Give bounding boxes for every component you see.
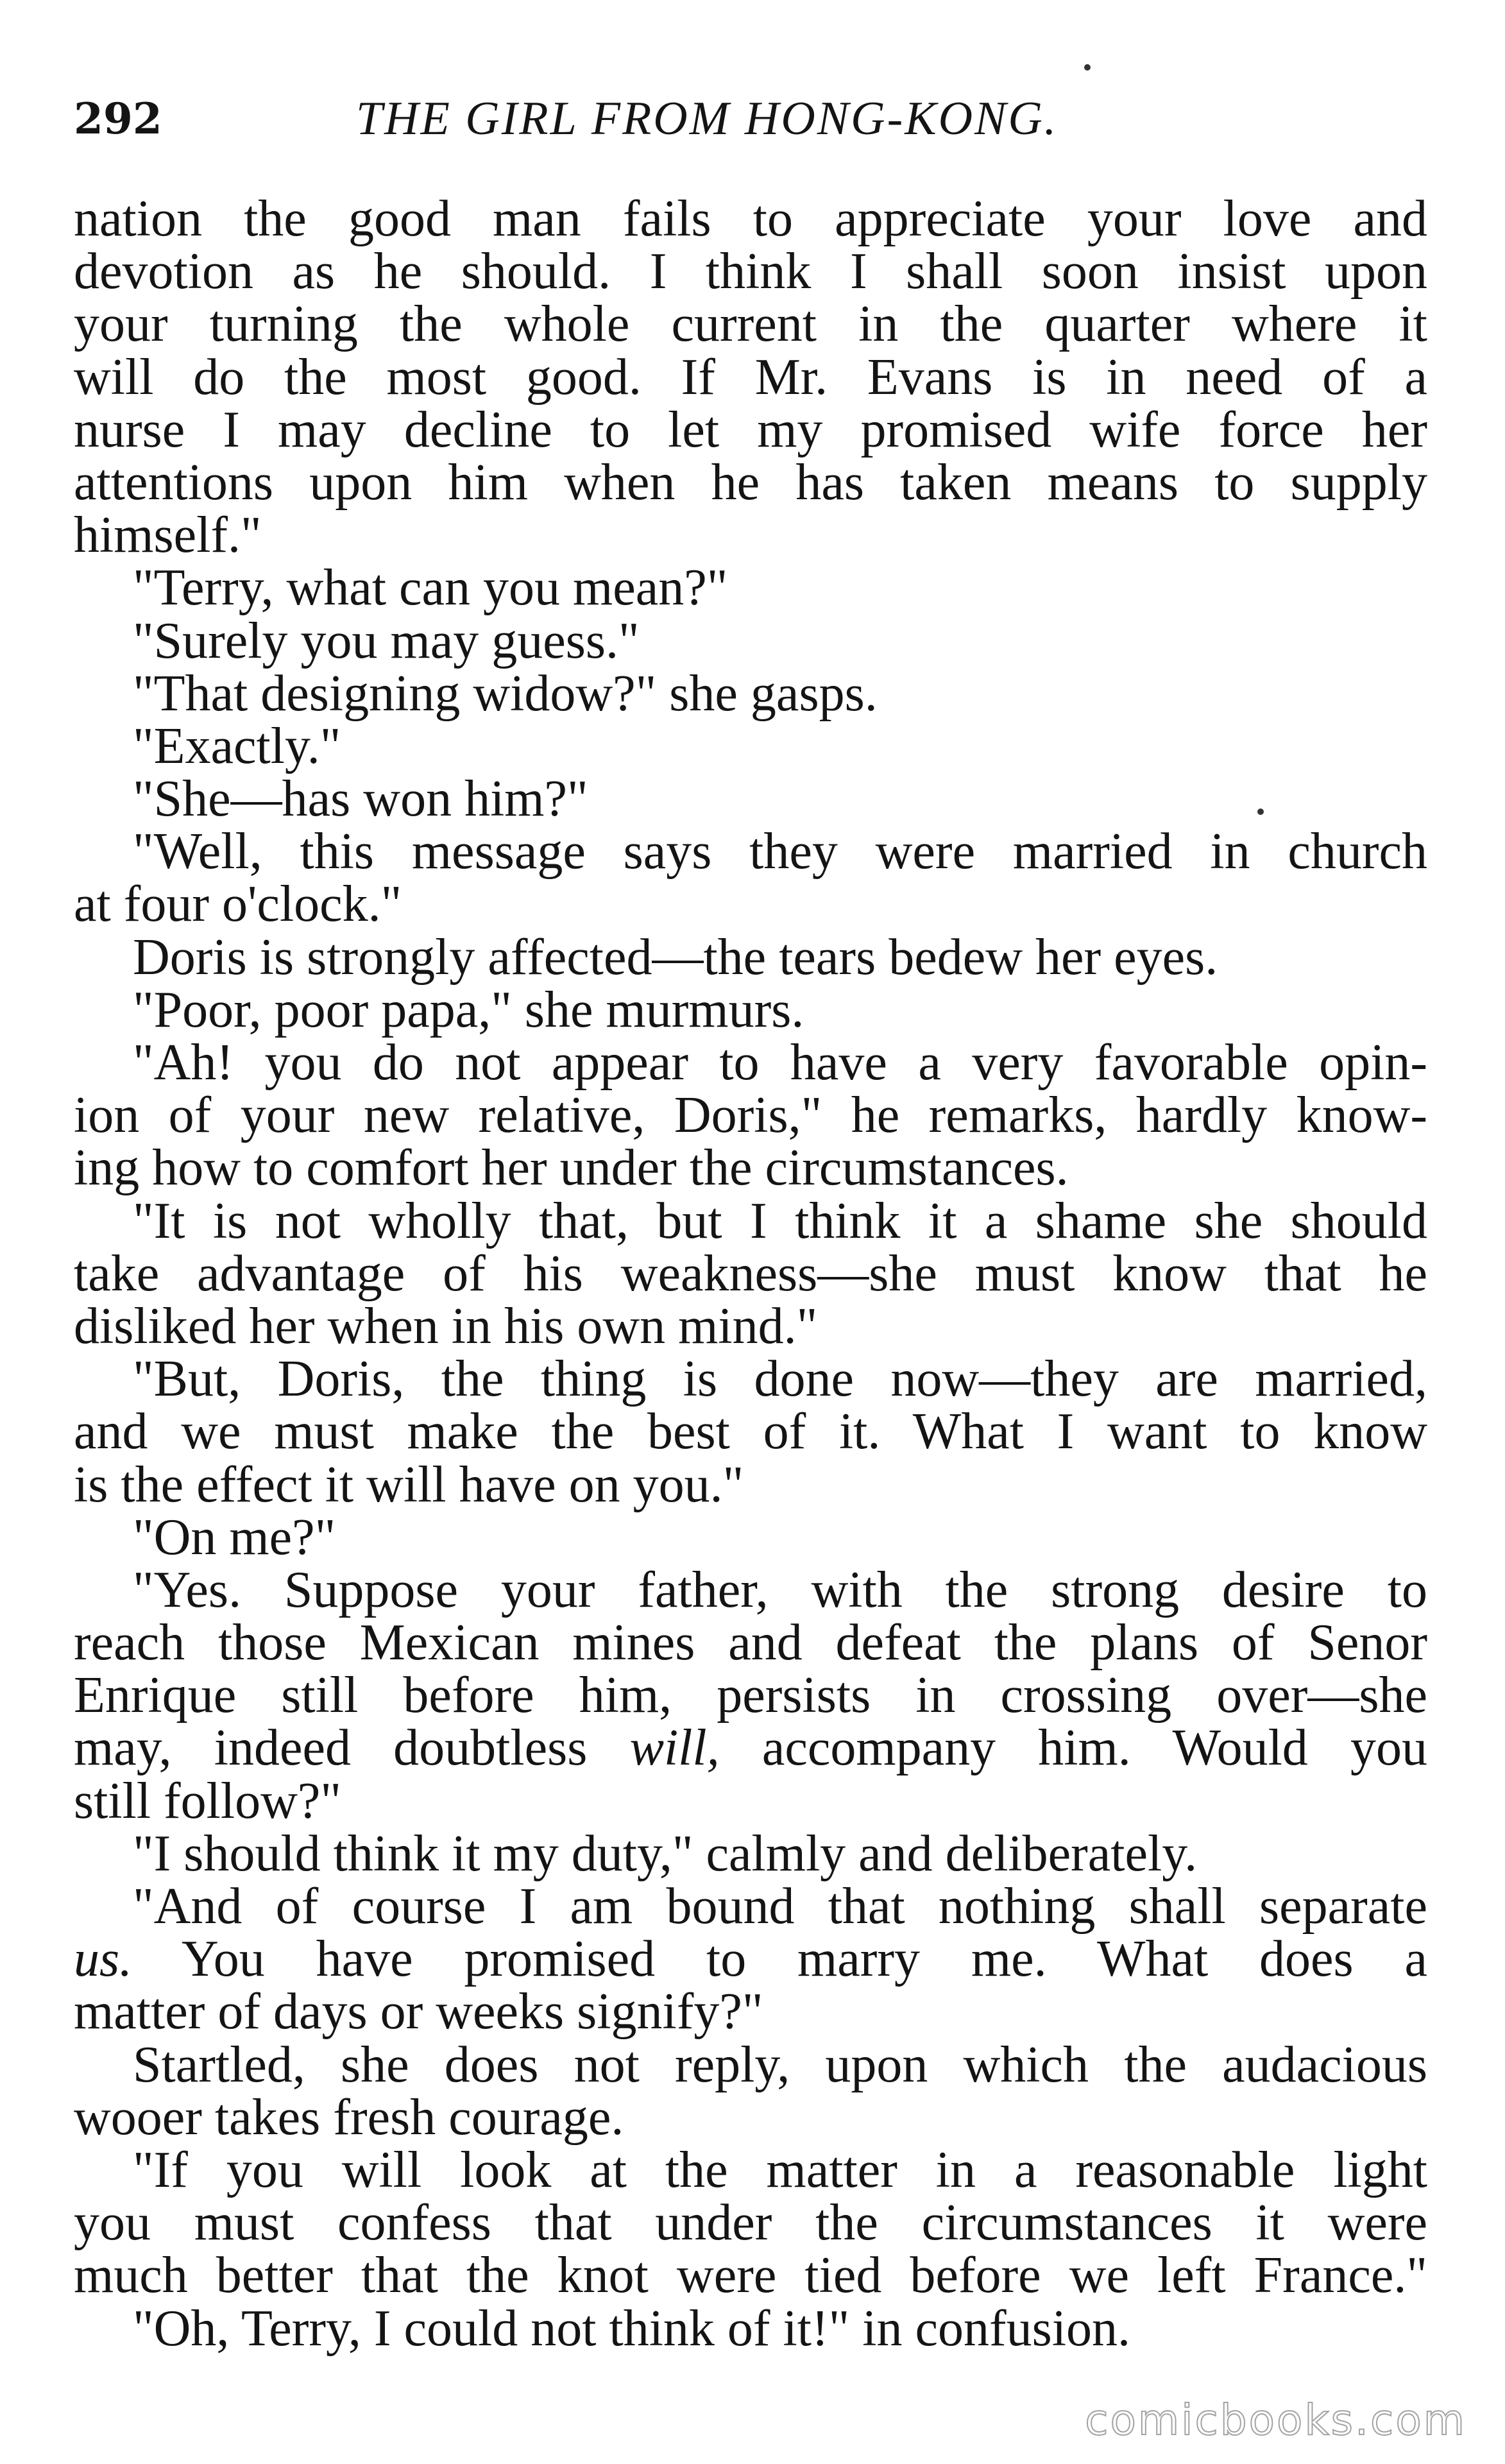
- text-line: "Surely you may guess.": [133, 612, 640, 669]
- running-title: THE GIRL FROM HONG-KONG.: [356, 92, 1059, 145]
- text-line: "She—has won him?": [133, 771, 588, 828]
- text-line: much better that the knot were tied before we left France.": [74, 2247, 1427, 2304]
- watermark: comicbooks.com: [1085, 2395, 1467, 2445]
- text-line: "Exactly.": [133, 717, 341, 774]
- text-line: and we must make the best of it. What I want to know: [74, 1403, 1427, 1460]
- text-line: nurse I may decline to let my promised wife force her: [74, 401, 1427, 458]
- text-line: "Oh, Terry, I could not think of it!" in confusion.: [133, 2300, 1131, 2357]
- text-line: still follow?": [74, 1772, 342, 1829]
- text-line: Doris is strongly affected—the tears bedew her eyes.: [133, 928, 1218, 986]
- scan-speck: [1257, 809, 1264, 815]
- text-line: "If you will look at the matter in a reasonable light: [133, 2141, 1427, 2198]
- text-line: ion of your new relative, Doris," he remarks, hardly know-: [74, 1087, 1427, 1144]
- text-line: you must confess that under the circumstances it were: [74, 2194, 1427, 2252]
- text-line: "It is not wholly that, but I think it a shame she should: [133, 1192, 1427, 1249]
- text-line: devotion as he should. I think I shall soon insist upon: [74, 243, 1427, 300]
- text-line: attentions upon him when he has taken means to supply: [74, 454, 1427, 511]
- text-line: nation the good man fails to appreciate your love and: [74, 191, 1427, 247]
- text-line: "Yes. Suppose your father, with the strong desire to: [133, 1561, 1427, 1618]
- text-line: "On me?": [133, 1509, 336, 1566]
- text-line: "Terry, what can you mean?": [133, 560, 728, 617]
- scan-speck: [1084, 64, 1091, 71]
- text-line: Startled, she does not reply, upon which the audacious: [133, 2036, 1427, 2093]
- text-line: "I should think it my duty," calmly and deliberately.: [133, 1825, 1198, 1882]
- text-line: reach those Mexican mines and defeat the plans of Senor: [74, 1614, 1427, 1672]
- text-line: "Ah! you do not appear to have a very favorable opin-: [133, 1034, 1427, 1091]
- text-line: himself.": [74, 507, 262, 564]
- text-line: us. You have promised to marry me. What does a: [74, 1931, 1427, 1988]
- text-line: take advantage of his weakness—she must know that he: [74, 1245, 1427, 1302]
- text-line: "But, Doris, the thing is done now—they are married,: [133, 1351, 1427, 1408]
- text-line: at four o'clock.": [74, 876, 402, 933]
- body-text: [74, 193, 1427, 2355]
- text-line: may, indeed doubtless will, accompany him. Would you: [74, 1720, 1428, 1777]
- text-line: Enrique still before him, persists in crossing over—she: [74, 1667, 1427, 1724]
- text-line: is the effect it will have on you.": [74, 1456, 744, 1513]
- text-line: your turning the whole current in the quarter where it: [74, 296, 1427, 353]
- page-header: [74, 90, 1427, 148]
- text-line: "Poor, poor papa," she murmurs.: [133, 981, 804, 1038]
- text-line: "Well, this message says they were married in church: [133, 823, 1427, 880]
- text-line: "And of course I am bound that nothing shall separate: [133, 1878, 1427, 1935]
- text-line: "That designing widow?" she gasps.: [133, 665, 878, 722]
- text-line: will do the most good. If Mr. Evans is in need of a: [74, 348, 1427, 406]
- text-line: disliked her when in his own mind.": [74, 1297, 818, 1355]
- page-number: 292: [74, 94, 162, 144]
- text-line: matter of days or weeks signify?": [74, 1983, 763, 2041]
- text-line: ing how to comfort her under the circumstances.: [74, 1140, 1069, 1197]
- text-line: wooer takes fresh courage.: [74, 2089, 624, 2146]
